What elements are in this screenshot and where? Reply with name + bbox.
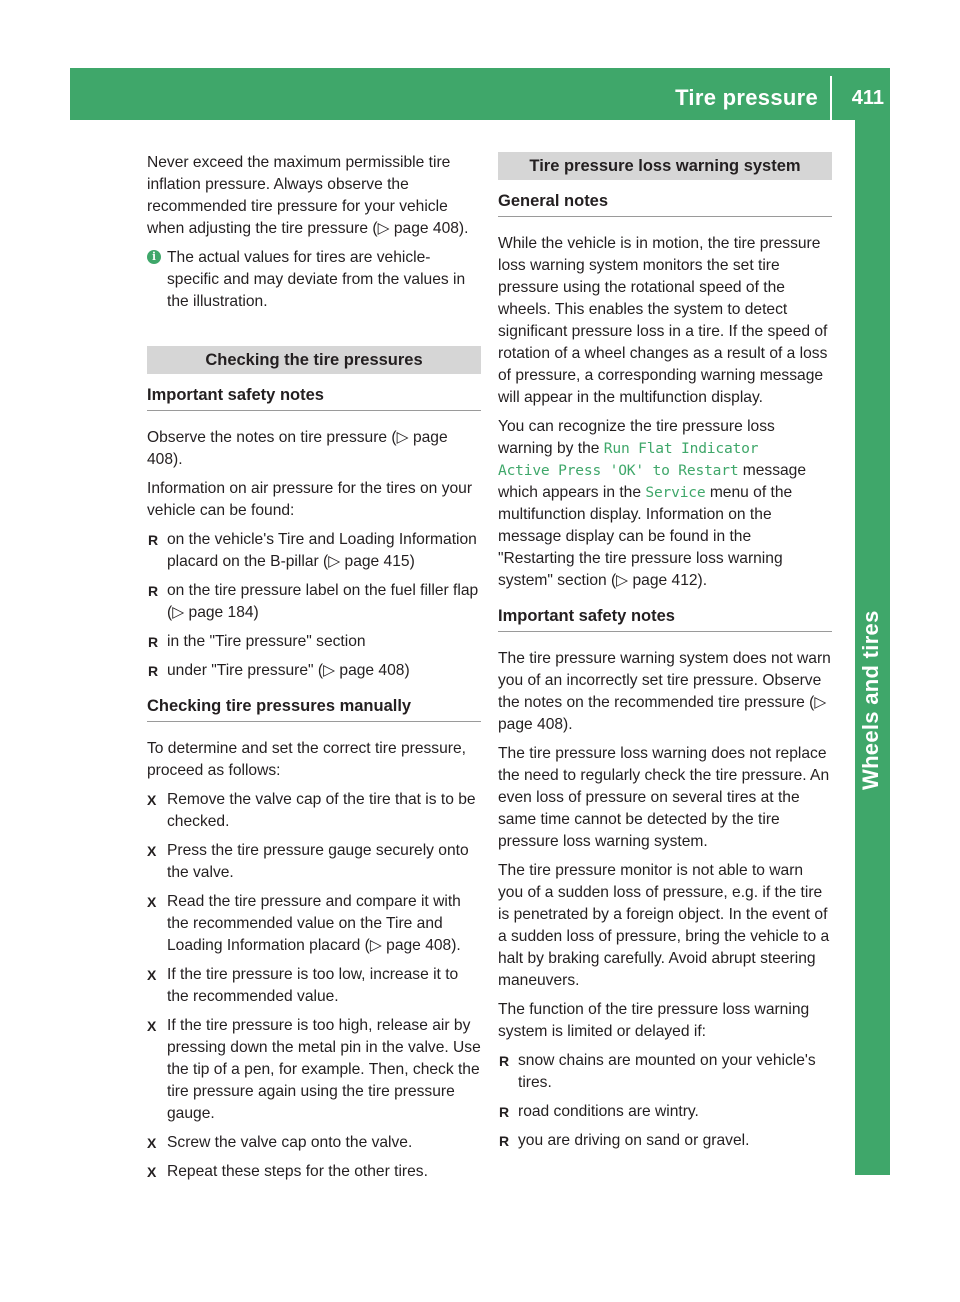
step-item: X Read the tire pressure and compare it with the recommended value on the Tire and Loading Information placard (▷ page 408). (147, 893, 461, 954)
info-icon: i (147, 250, 161, 264)
info-note-text: The actual values for tires are vehicle-specific and may deviate from the values in the illustration. (167, 249, 466, 310)
bullet-icon: R (499, 1053, 510, 1069)
limit-bullet-list (498, 1050, 832, 1152)
step-item: X Screw the valve cap onto the valve. (147, 1132, 481, 1154)
header-title: Tire pressure (675, 85, 818, 110)
intro-paragraph: Never exceed the maximum permissible tire inflation pressure. Always observe the recommended tire pressure for your vehicle when adjusting the tire pressure (▷ page 408). (147, 154, 469, 237)
list-item: R under "Tire pressure" (▷ page 408) (147, 660, 481, 682)
bullet-icon: R (148, 532, 159, 548)
subheading-safety-notes: Important safety notes (147, 382, 481, 411)
display-menu-service: Service (645, 484, 706, 501)
right-safety-paragraph-3: The tire pressure monitor is not able to warn you of a sudden loss of pressure, e.g. if the tire is penetrated by a foreign object. In the event of a sudden loss of pressure, bring the vehicle to a halt by braking carefully. Avoid abrupt steering maneuvers. (498, 862, 830, 989)
step-list (147, 789, 481, 1183)
bullet-icon: R (148, 583, 159, 599)
step-arrow-icon: X (147, 1018, 157, 1034)
step-arrow-icon: X (147, 1135, 157, 1151)
right-safety-paragraph-4: The function of the tire pressure loss warning system is limited or delayed if: (498, 1001, 810, 1040)
page-header (70, 68, 890, 120)
step-arrow-icon: X (147, 1164, 157, 1180)
bullet-icon: R (499, 1133, 510, 1149)
right-column (498, 152, 832, 1159)
list-item: R on the vehicle's Tire and Loading Information placard on the B-pillar (▷ page 415) (148, 531, 477, 570)
general-paragraph-2: You can recognize the tire pressure loss warning by the Run Flat Indicator Active Press 'OK' to Restart message which appears in the Service menu of the multifunction display. Information on the message display can be found in the "Restarting the tire pressure loss warning system" section (▷ page 412). (498, 418, 807, 589)
display-message-restart: Active Press 'OK' to Restart (498, 462, 739, 479)
list-item: R in the "Tire pressure" section (147, 631, 481, 653)
right-safety-paragraph-2: The tire pressure loss warning does not replace the need to regularly check the tire pressure. An even loss of pressure on several tires at the same time cannot be detected by the tire pressure loss warning system. (498, 745, 830, 850)
step-item: X Remove the valve cap of the tire that is to be checked. (147, 791, 476, 830)
bullet-icon: R (148, 634, 159, 650)
info-note (147, 247, 481, 313)
safety-bullet-list (147, 529, 481, 682)
subheading-general-notes: General notes (498, 188, 832, 217)
bullet-icon: R (148, 663, 159, 679)
list-item: R road conditions are wintry. (498, 1101, 832, 1123)
section-title-checking: Checking the tire pressures (147, 346, 481, 374)
step-arrow-icon: X (147, 967, 157, 983)
display-message-run-flat: Run Flat Indicator (603, 440, 759, 457)
right-safety-paragraph-1: The tire pressure warning system does not warn you of an incorrectly set tire pressure. Observe the notes on the recommended tire pressure (▷ page 408). (498, 650, 831, 733)
section-title-loss-warning: Tire pressure loss warning system (498, 152, 832, 180)
list-item: R you are driving on sand or gravel. (498, 1130, 832, 1152)
header-divider (830, 76, 832, 120)
step-arrow-icon: X (147, 843, 157, 859)
chapter-tab-label: Wheels and tires (858, 610, 883, 790)
step-arrow-icon: X (147, 894, 157, 910)
list-item: R snow chains are mounted on your vehicle's tires. (499, 1052, 816, 1091)
list-item: R on the tire pressure label on the fuel filler flap (▷ page 184) (148, 582, 479, 621)
safety-paragraph-2: Information on air pressure for the tires on your vehicle can be found: (147, 480, 473, 519)
subheading-manual-check: Checking tire pressures manually (147, 693, 481, 722)
step-arrow-icon: X (147, 792, 157, 808)
left-column (147, 152, 481, 1190)
step-item: X Repeat these steps for the other tires. (147, 1161, 481, 1183)
bullet-icon: R (499, 1104, 510, 1120)
manual-intro: To determine and set the correct tire pressure, proceed as follows: (147, 740, 466, 779)
step-item: X If the tire pressure is too high, release air by pressing down the metal pin in the valve. Use the tip of a pen, for example. Then, check the tire pressure again using the tire pressure gauge. (147, 1017, 481, 1122)
step-item: X Press the tire pressure gauge securely onto the valve. (147, 842, 469, 881)
safety-paragraph-1: Observe the notes on tire pressure (▷ page 408). (147, 429, 448, 468)
subheading-safety-notes-right: Important safety notes (498, 603, 832, 632)
general-paragraph-1: While the vehicle is in motion, the tire pressure loss warning system monitors the set tire pressure using the rotational speed of the wheels. This enables the system to detect significant pressure loss in a tire. If the speed of rotation of a wheel changes as a result of a loss of pressure, a corresponding warning message will appear in the multifunction display. (498, 235, 828, 406)
step-item: X If the tire pressure is too low, increase it to the recommended value. (147, 966, 459, 1005)
page-number: 411 (851, 87, 884, 109)
